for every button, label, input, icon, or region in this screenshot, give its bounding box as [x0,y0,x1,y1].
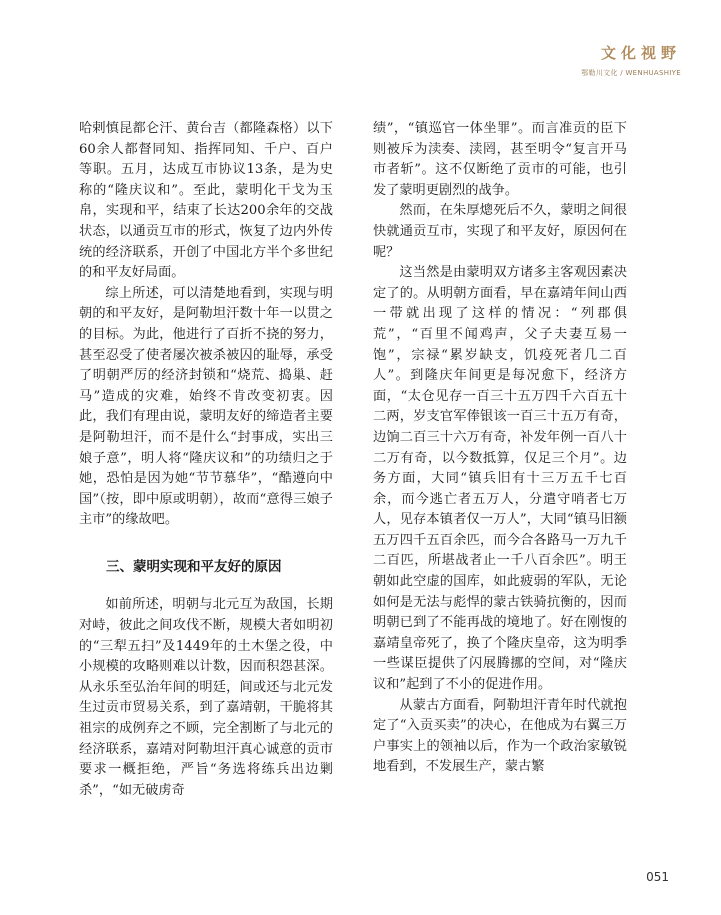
right-text-column [373,119,627,778]
paragraph: 如前所述，明朝与北元互为敌国，长期对峙，彼此之间攻伐不断，规模大者如明初的“三犁五扫”及1449年的土木堡之役，中小规模的攻略则难以计数，因而积怨甚深。从永乐至弘治年间的明廷，间或还与北元发生过贡市贸易关系，到了嘉靖朝，干脆将其祖宗的成例弃之不顾，完全割断了与北元的经济联系，嘉靖对阿勒坦汗真心诚意的贡市要求一概拒绝，严旨“务选将练兵出边剿杀”，“如无破虏奇 [79,597,333,798]
left-text-column [79,119,333,801]
section-heading: 三、蒙明实现和平友好的原因 [106,558,282,575]
paragraph: 综上所述，可以清楚地看到，实现与明朝的和平友好，是阿勒坦汗数十年一以贯之的目标。为此，他进行了百折不挠的努力，甚至忍受了使者屡次被杀被囚的耻辱，承受了明朝严厉的经济封锁和“烧荒、捣巢、赶马”造成的灾难，始终不肯改变初衷。因此，我们有理由说，蒙明友好的缔造者主要是阿勒坦汗，而不是什么“封事成，实出三娘子意”，明人将“隆庆议和”的功绩归之于她，恐怕是因为她“节节慕华”，“酷遵向中国”（按，即中原或明朝），故而“意得三娘子主市”的缘故吧。 [79,285,333,528]
paragraph: 绩”，“镇巡官一体坐罪”。而言准贡的臣下则被斥为渎奏、渎罔，甚至明令“复言开马市者斩”。这不仅断绝了贡市的可能，也引发了蒙明更剧烈的战争。 [373,121,627,198]
page-number: 051 [646,870,669,884]
section-header-subtitle: 鄂勒川文化 / WENHUASHIYE [581,69,681,77]
section-header-title: 文化视野 [600,44,681,62]
paragraph: 这当然是由蒙明双方诸多主客观因素决定了的。从明朝方面看，早在嘉靖年间山西一带就出现了这样的情况：“列郡俱荒”，“百里不闻鸡声，父子夫妻互易一饱”，宗禄“累岁缺支，饥疫死者几二百人”。到隆庆年间更是每况愈下，经济方面，“太仓见存一百三十五万四千六百五十二两，岁支官军俸银该一百三十五万有奇，边饷二百三十六万有奇，补发年例一百八十二万有奇，以今数抵算，仅足三个月”。边务方面，大同“镇兵旧有十三万五千七百余，而今逃亡者五万人，分遣守哨者七万人，见存本镇者仅一万人”，大同“镇马旧额五万四千五百余匹，而今合各路马一万九千二百匹，所堪战者止一千八百余匹”。明王朝如此空虚的国库，如此疲弱的军队，无论如何是无法与彪悍的蒙古铁骑抗衡的，因而明朝已到了不能再战的境地了。好在刚愎的嘉靖皇帝死了，换了个隆庆皇帝，这为明季一些谋臣提供了闪展腾挪的空间，对“隆庆议和”起到了不小的促进作用。 [373,265,627,693]
paragraph: 从蒙古方面看，阿勒坦汗青年时代就抱定了“入贡买卖”的决心，在他成为右翼三万户事实上的领袖以后，作为一个政治家敏锐地看到，不发展生产，蒙古繁 [373,697,627,775]
paragraph: 然而，在朱厚熜死后不久，蒙明之间很快就通贡互市，实现了和平友好，原因何在呢？ [373,203,627,260]
paragraph: 哈剌慎昆都仑汗、黄台吉（都隆森格）以下60余人都督同知、指挥同知、千户、百户等职。五月，达成互市协议13条，是为史称的“隆庆议和”。至此，蒙明化干戈为玉帛，实现和平，结束了长达200余年的交战状态，以通贡互市的形式，恢复了边内外传统的经济联系，开创了中国北方半个多世纪的和平友好局面。 [79,121,333,281]
